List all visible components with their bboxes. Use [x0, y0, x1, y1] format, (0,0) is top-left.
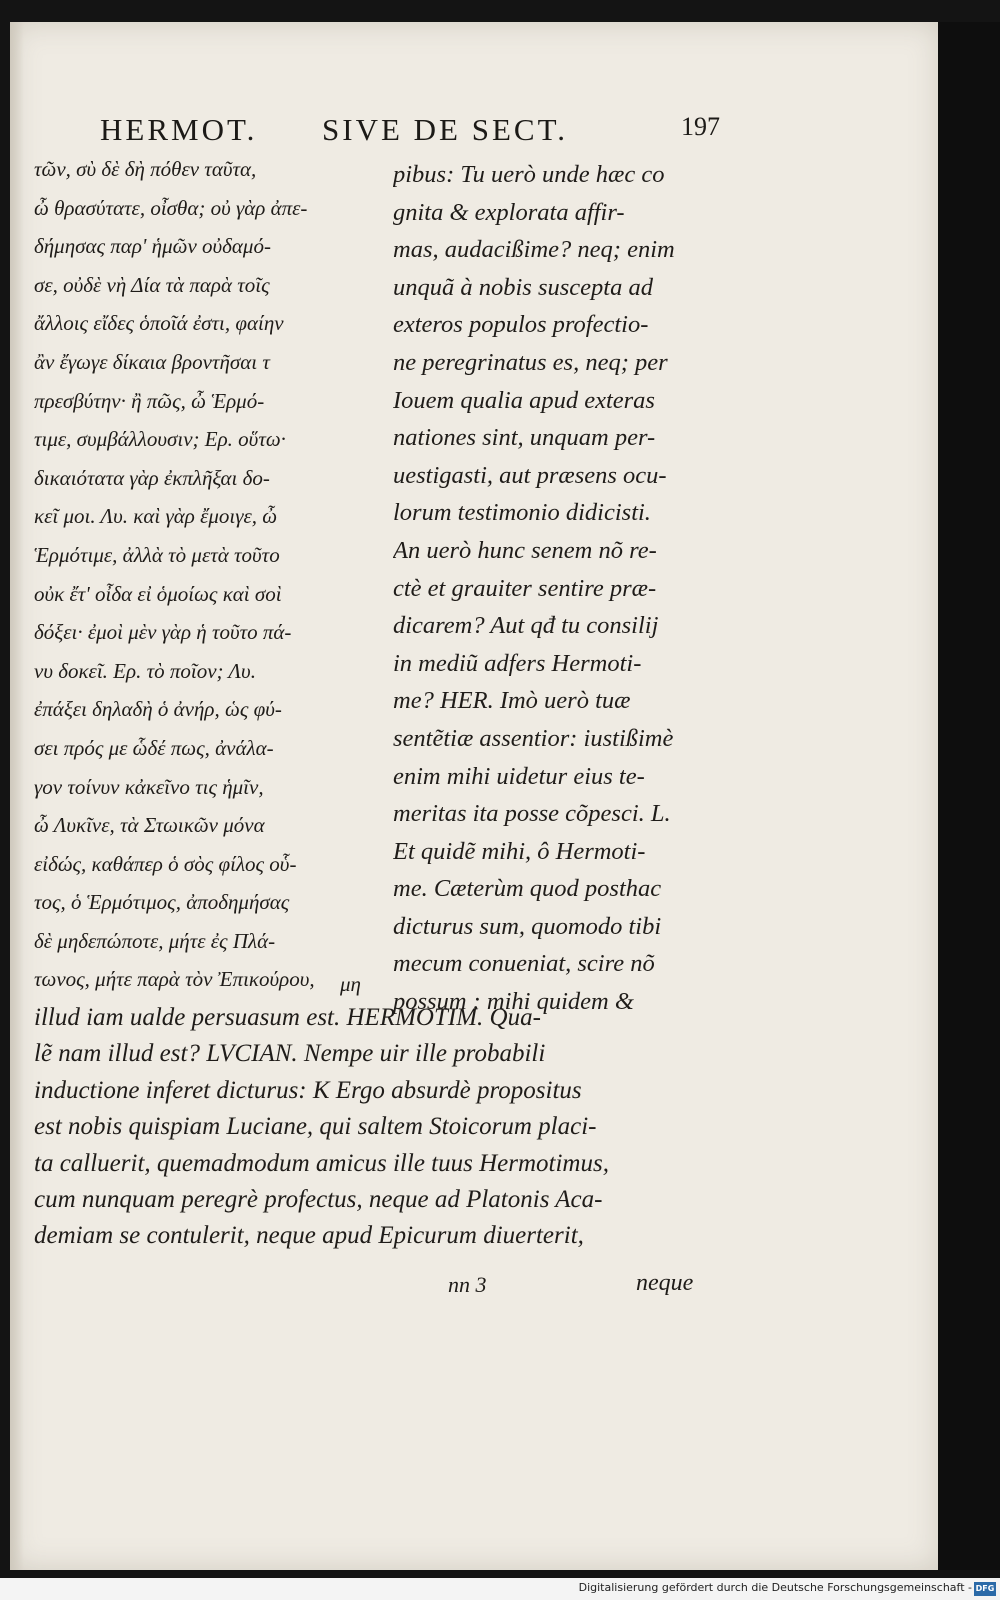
full-width-text-line: illud iam ualde persuasum est. HERMOTIM. Qua-: [34, 1004, 541, 1031]
greek-text-line: ὦ Λυκῖνε, τὰ Στωικῶν μόνα: [34, 813, 265, 838]
greek-text-line: σει πρός με ὧδέ πως, ἀνάλα-: [34, 735, 274, 760]
dfg-logo-icon[interactable]: DFG: [974, 1582, 996, 1596]
latin-text-line: dicarem? Aut qđ tu consilij: [393, 612, 659, 640]
latin-text-line: nationes sint, unquam per-: [393, 424, 656, 452]
full-width-text-line: inductione inferet dicturus: K Ergo absurdè propositus: [34, 1076, 582, 1104]
greek-text-line: ἄλλοις εἴδες ὁποῖά ἐστι, φαίην: [34, 311, 284, 336]
latin-text-line: mecum conueniat, scire nõ: [393, 950, 655, 978]
greek-catchword: μη: [340, 972, 361, 996]
latin-text-line: uestigasti, aut præsens ocu-: [393, 461, 667, 489]
signature-mark: nn 3: [448, 1272, 487, 1297]
greek-text-line: δόξει· ἐμοὶ μὲν γὰρ ἡ τοῦτο πά-: [34, 620, 292, 645]
greek-text-line: τωνος, μήτε παρὰ τὸν Ἐπικούρου,: [34, 967, 315, 992]
latin-text-line: me. Cæterùm quod posthac: [393, 875, 662, 903]
latin-text-line: meritas ita posse cõpesci. L.: [393, 800, 671, 828]
greek-text-line: γον τοίνυν κἀκεῖνο τις ἡμῖν,: [34, 774, 264, 799]
latin-text-line: An uerò hunc senem nõ re-: [393, 536, 657, 564]
footer-bar: [0, 1578, 1000, 1600]
latin-text-line: ctè et grauiter sentire præ-: [393, 574, 657, 602]
greek-text-line: ἂν ἔγωγε δίκαια βροντῆσαι τ: [34, 349, 270, 374]
latin-text-line: exteros populos profectio-: [393, 311, 649, 339]
latin-text-line: possum : mihi quidem &: [393, 988, 634, 1016]
latin-text-line: in mediũ adfers Hermoti-: [393, 649, 642, 677]
greek-text-line: τιμε, συμβάλλουσιν; Ερ. οὕτω·: [34, 427, 286, 452]
latin-text-line: pibus: Tu uerò unde hæc co: [393, 161, 665, 188]
full-width-text-line: lẽ nam illud est? LVCIAN. Nempe uir ille probabili: [34, 1040, 546, 1068]
header-middle: SIVE DE SECT.: [322, 112, 568, 147]
latin-text-line: Iouem qualia apud exteras: [393, 386, 655, 414]
scan-right-edge: [938, 22, 1000, 1570]
latin-text-line: unquã à nobis suscepta ad: [393, 273, 653, 301]
latin-text-line: enim mihi uidetur eius te-: [393, 762, 645, 790]
latin-text-line: sentẽtiæ assentior: iustißimè: [393, 724, 674, 752]
latin-text-line: me? HER. Imò uerò tuæ: [393, 687, 631, 715]
header-left: HERMOT.: [100, 112, 258, 147]
greek-text-line: νυ δοκεῖ. Ερ. τὸ ποῖον; Λυ.: [34, 658, 256, 683]
catchword: neque: [636, 1270, 694, 1296]
latin-text-line: lorum testimonio didicisti.: [393, 499, 651, 527]
greek-column: [34, 150, 369, 999]
latin-text-line: dicturus sum, quomodo tibi: [393, 912, 662, 940]
greek-text-line: τῶν, σὺ δὲ δὴ πόθεν ταῦτα,: [34, 157, 257, 181]
full-width-text-line: demiam se contulerit, neque apud Epicurum diuerterit,: [34, 1222, 584, 1250]
greek-text-line: τος, ὁ Ἑρμότιμος, ἀποδημήσας: [34, 890, 290, 915]
page-number: 197: [681, 112, 720, 141]
latin-column: [393, 156, 733, 1021]
greek-text-line: δὲ μηδεπώποτε, μήτε ἐς Πλά-: [34, 928, 276, 953]
greek-text-line: οὐκ ἔτ' οἶδα εἰ ὁμοίως καὶ σοὶ: [34, 581, 282, 606]
greek-text-line: ὦ θρασύτατε, οἶσθα; οὐ γὰρ ἀπε-: [34, 195, 308, 220]
greek-text-line: κεῖ μοι. Λυ. καὶ γὰρ ἔμοιγε, ὦ: [34, 504, 278, 529]
greek-text-line: Ἑρμότιμε, ἀλλὰ τὸ μετὰ τοῦτο: [34, 542, 280, 567]
full-width-text-line: ta calluerit, quemadmodum amicus ille tuus Hermotimus,: [34, 1149, 609, 1177]
latin-text-line: ne peregrinatus es, neq; per: [393, 348, 668, 376]
running-header: [100, 112, 720, 152]
latin-text-line: Et quidẽ mihi, ô Hermoti-: [393, 837, 646, 865]
greek-text-line: εἰδώς, καθάπερ ὁ σὸς φίλος οὗ-: [34, 851, 297, 876]
greek-text-line: πρεσβύτην· ἢ πῶς, ὦ Ἑρμό-: [34, 388, 265, 413]
full-width-text-line: est nobis quispiam Luciane, qui saltem Stoicorum placi-: [34, 1113, 597, 1141]
latin-text-line: mas, audacißime? neq; enim: [393, 236, 675, 264]
greek-text-line: σε, οὐδὲ νὴ Δία τὰ παρὰ τοῖς: [34, 272, 270, 297]
greek-text-line: ἐπάξει δηλαδὴ ὁ ἀνήρ, ὡς φύ-: [34, 697, 282, 722]
full-width-text-line: cum nunquam peregrè profectus, neque ad Platonis Aca-: [34, 1185, 603, 1213]
full-width-text: [34, 1000, 734, 1255]
greek-text-line: δικαιότατα γὰρ ἐκπλῆξαι δο-: [34, 465, 270, 490]
latin-text-line: gnita & explorata affir-: [393, 198, 625, 226]
page-gutter-shadow: [10, 22, 24, 1570]
greek-text-line: δήμησας παρ' ἡμῶν οὐδαμό-: [34, 234, 271, 259]
footer-credit: Digitalisierung gefördert durch die Deutsche Forschungsgemeinschaft -: [578, 1581, 972, 1594]
